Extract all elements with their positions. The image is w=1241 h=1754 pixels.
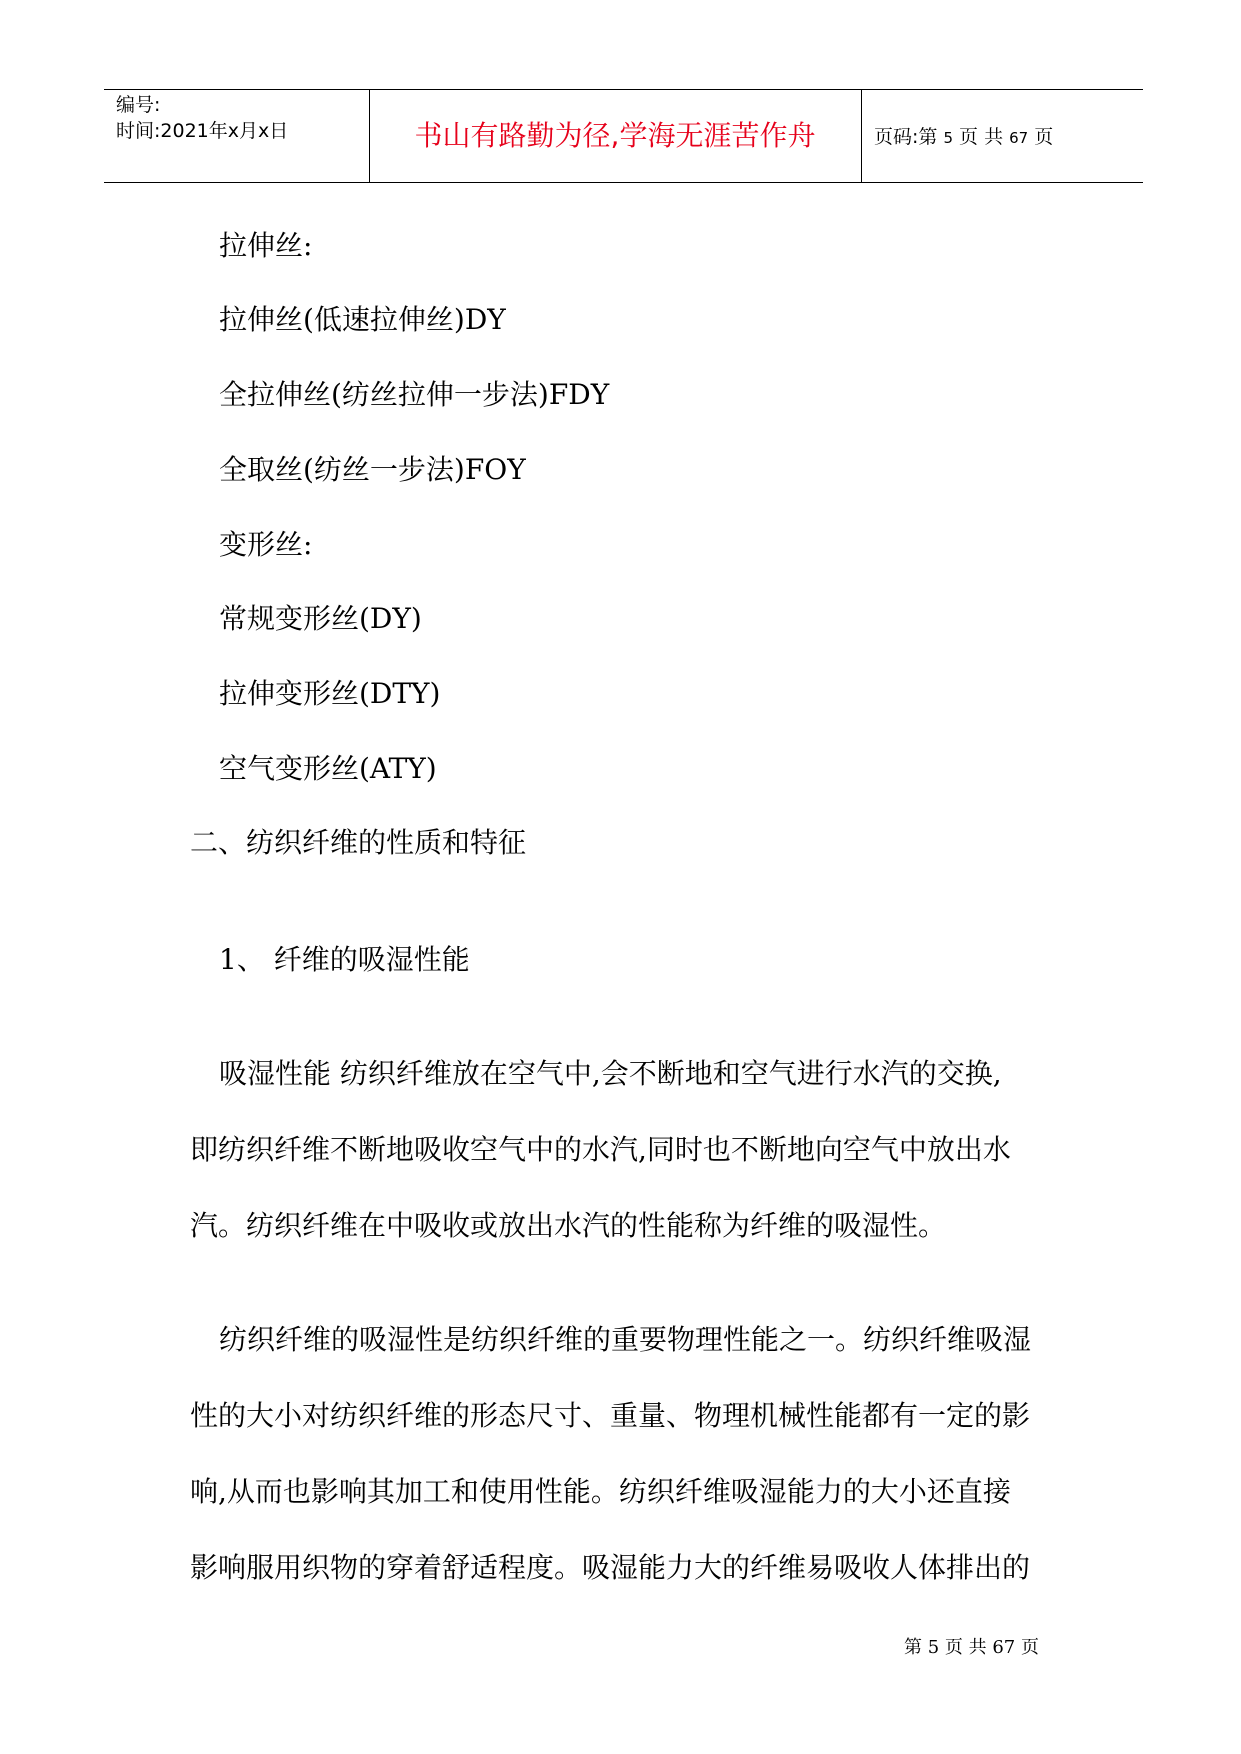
paragraph-line: 纺织纤维的吸湿性是纺织纤维的重要物理性能之一。纺织纤维吸湿 [219,1323,1032,1356]
paragraph-line: 性的大小对纺织纤维的形态尺寸、重量、物理机械性能都有一定的影 [190,1399,1031,1432]
paragraph-line: 响,从而也影响其加工和使用性能。纺织纤维吸湿能力的大小还直接 [190,1475,1011,1508]
header-top-rule [104,89,1143,90]
body-line: 拉伸丝(低速拉伸丝)DY [219,303,506,336]
body-line: 变形丝: [219,528,313,561]
section-heading: 二、纺织纤维的性质和特征 [190,826,527,859]
header-meta [116,92,288,144]
page-footer: 第 5 页 共 67 页 [904,1637,1039,1658]
subsection-heading: 1、 纤维的吸湿性能 [219,943,470,976]
body-line: 空气变形丝(ATY) [219,752,437,785]
paragraph-line: 吸湿性能 纺织纤维放在空气中,会不断地和空气进行水汽的交换, [219,1057,1002,1090]
body-line: 全取丝(纺丝一步法)FOY [219,453,526,486]
header-divider-right [861,89,862,182]
page-middle: 页 共 [959,126,1004,148]
body-line: 拉伸变形丝(DTY) [219,677,441,710]
page-current: 5 [943,129,953,147]
paragraph-line: 汽。纺织纤维在中吸收或放出水汽的性能称为纤维的吸湿性。 [190,1209,947,1242]
header-motto: 书山有路勤为径,学海无涯苦作舟 [414,119,816,152]
paragraph-line: 影响服用织物的穿着舒适程度。吸湿能力大的纤维易吸收人体排出的 [190,1551,1031,1584]
body-line: 常规变形丝(DY) [219,602,422,635]
header-time-label: 时间:2021年x月x日 [116,120,289,142]
paragraph-line: 即纺织纤维不断地吸收空气中的水汽,同时也不断地向空气中放出水 [190,1133,1011,1166]
header-number-label: 编号: [116,94,161,116]
page-total: 67 [1009,129,1029,147]
page-prefix: 页码:第 [874,126,938,148]
body-line: 拉伸丝: [219,229,313,262]
header-page-indicator [874,124,1053,151]
page-suffix: 页 [1034,126,1054,148]
body-line: 全拉伸丝(纺丝拉伸一步法)FDY [219,378,610,411]
header-bottom-rule [104,182,1143,183]
